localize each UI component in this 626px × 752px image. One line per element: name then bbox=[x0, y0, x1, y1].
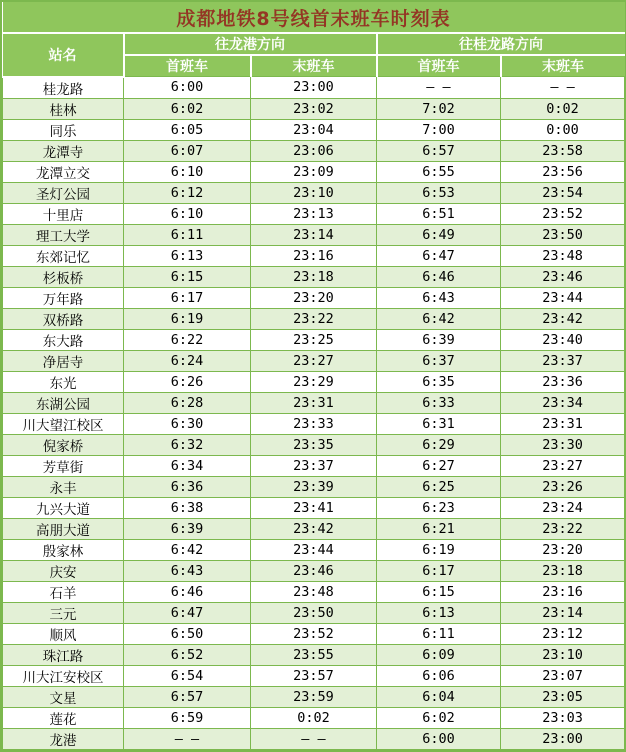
longgang-first-cell: 6:57 bbox=[124, 686, 251, 707]
longgang-last-cell: 23:35 bbox=[251, 434, 377, 455]
longgang-last-cell: 23:46 bbox=[251, 560, 377, 581]
longgang-first-cell: 6:15 bbox=[124, 266, 251, 287]
guilonglu-first-cell: 6:27 bbox=[377, 455, 501, 476]
direction-guilonglu-header: 往桂龙路方向 bbox=[377, 33, 625, 55]
guilonglu-last-cell: 23:48 bbox=[501, 245, 625, 266]
longgang-last-cell: 23:29 bbox=[251, 371, 377, 392]
station-name-cell: 东郊记忆 bbox=[3, 245, 124, 266]
table-row bbox=[3, 308, 625, 329]
guilonglu-last-train-header: 末班车 bbox=[501, 55, 625, 77]
guilonglu-last-cell: 23:50 bbox=[501, 224, 625, 245]
guilonglu-last-cell: 23:30 bbox=[501, 434, 625, 455]
station-name-cell: 东光 bbox=[3, 371, 124, 392]
station-name-cell: 高朋大道 bbox=[3, 518, 124, 539]
longgang-last-cell: 23:16 bbox=[251, 245, 377, 266]
longgang-first-cell: 6:19 bbox=[124, 308, 251, 329]
table-row bbox=[3, 602, 625, 623]
guilonglu-last-cell: 23:27 bbox=[501, 455, 625, 476]
guilonglu-last-cell: 23:46 bbox=[501, 266, 625, 287]
guilonglu-last-cell: 23:16 bbox=[501, 581, 625, 602]
guilonglu-last-cell: 23:34 bbox=[501, 392, 625, 413]
longgang-last-cell: 23:09 bbox=[251, 161, 377, 182]
guilonglu-last-cell: 23:36 bbox=[501, 371, 625, 392]
guilonglu-first-cell: 6:25 bbox=[377, 476, 501, 497]
table-row bbox=[3, 560, 625, 581]
table-row bbox=[3, 98, 625, 119]
longgang-first-cell: 6:07 bbox=[124, 140, 251, 161]
longgang-first-cell: 6:43 bbox=[124, 560, 251, 581]
longgang-last-cell: 23:52 bbox=[251, 623, 377, 644]
guilonglu-last-cell: 23:03 bbox=[501, 707, 625, 728]
longgang-last-cell: 23:59 bbox=[251, 686, 377, 707]
longgang-first-cell: 6:26 bbox=[124, 371, 251, 392]
longgang-first-cell: 6:42 bbox=[124, 539, 251, 560]
guilonglu-last-cell: 23:58 bbox=[501, 140, 625, 161]
longgang-last-cell: 23:06 bbox=[251, 140, 377, 161]
table-row bbox=[3, 707, 625, 728]
guilonglu-first-cell: 6:46 bbox=[377, 266, 501, 287]
station-name-cell: 川大江安校区 bbox=[3, 665, 124, 686]
guilonglu-first-cell: 6:57 bbox=[377, 140, 501, 161]
longgang-first-cell: 6:39 bbox=[124, 518, 251, 539]
longgang-last-cell: 23:55 bbox=[251, 644, 377, 665]
longgang-last-train-header: 末班车 bbox=[251, 55, 377, 77]
longgang-first-cell: 6:47 bbox=[124, 602, 251, 623]
longgang-first-cell: 6:52 bbox=[124, 644, 251, 665]
guilonglu-first-cell: 6:23 bbox=[377, 497, 501, 518]
longgang-last-cell: 23:25 bbox=[251, 329, 377, 350]
guilonglu-first-cell: — — bbox=[377, 77, 501, 99]
longgang-first-cell: — — bbox=[124, 728, 251, 749]
guilonglu-first-train-header: 首班车 bbox=[377, 55, 501, 77]
longgang-first-cell: 6:38 bbox=[124, 497, 251, 518]
table-row bbox=[3, 119, 625, 140]
table-row bbox=[3, 434, 625, 455]
station-name-cell: 杉板桥 bbox=[3, 266, 124, 287]
longgang-first-cell: 6:13 bbox=[124, 245, 251, 266]
longgang-first-cell: 6:24 bbox=[124, 350, 251, 371]
table-row bbox=[3, 455, 625, 476]
guilonglu-first-cell: 6:49 bbox=[377, 224, 501, 245]
station-name-cell: 同乐 bbox=[3, 119, 124, 140]
guilonglu-last-cell: 23:37 bbox=[501, 350, 625, 371]
table-row bbox=[3, 371, 625, 392]
longgang-last-cell: 23:27 bbox=[251, 350, 377, 371]
guilonglu-first-cell: 6:02 bbox=[377, 707, 501, 728]
station-name-cell: 殷家林 bbox=[3, 539, 124, 560]
longgang-last-cell: — — bbox=[251, 728, 377, 749]
longgang-last-cell: 23:48 bbox=[251, 581, 377, 602]
guilonglu-first-cell: 6:21 bbox=[377, 518, 501, 539]
longgang-last-cell: 23:50 bbox=[251, 602, 377, 623]
guilonglu-first-cell: 6:11 bbox=[377, 623, 501, 644]
guilonglu-first-cell: 6:29 bbox=[377, 434, 501, 455]
table-row bbox=[3, 350, 625, 371]
guilonglu-last-cell: 0:02 bbox=[501, 98, 625, 119]
longgang-first-cell: 6:11 bbox=[124, 224, 251, 245]
station-column-header: 站名 bbox=[3, 33, 124, 77]
station-name-cell: 东湖公园 bbox=[3, 392, 124, 413]
table-row bbox=[3, 539, 625, 560]
table-row bbox=[3, 161, 625, 182]
longgang-first-cell: 6:10 bbox=[124, 161, 251, 182]
table-row bbox=[3, 476, 625, 497]
station-name-cell: 桂龙路 bbox=[3, 77, 124, 99]
guilonglu-last-cell: 23:05 bbox=[501, 686, 625, 707]
table-row bbox=[3, 581, 625, 602]
guilonglu-last-cell: 23:56 bbox=[501, 161, 625, 182]
guilonglu-first-cell: 6:37 bbox=[377, 350, 501, 371]
station-name-cell: 珠江路 bbox=[3, 644, 124, 665]
longgang-last-cell: 23:33 bbox=[251, 413, 377, 434]
guilonglu-last-cell: 23:07 bbox=[501, 665, 625, 686]
direction-longgang-header: 往龙港方向 bbox=[124, 33, 377, 55]
table-row bbox=[3, 728, 625, 749]
longgang-last-cell: 23:04 bbox=[251, 119, 377, 140]
longgang-last-cell: 23:39 bbox=[251, 476, 377, 497]
longgang-last-cell: 0:02 bbox=[251, 707, 377, 728]
guilonglu-first-cell: 7:02 bbox=[377, 98, 501, 119]
guilonglu-last-cell: — — bbox=[501, 77, 625, 99]
longgang-first-cell: 6:54 bbox=[124, 665, 251, 686]
guilonglu-first-cell: 6:42 bbox=[377, 308, 501, 329]
station-name-cell: 龙港 bbox=[3, 728, 124, 749]
guilonglu-first-cell: 6:06 bbox=[377, 665, 501, 686]
guilonglu-last-cell: 23:42 bbox=[501, 308, 625, 329]
longgang-last-cell: 23:44 bbox=[251, 539, 377, 560]
table-row bbox=[3, 203, 625, 224]
guilonglu-last-cell: 23:26 bbox=[501, 476, 625, 497]
longgang-first-cell: 6:22 bbox=[124, 329, 251, 350]
longgang-first-cell: 6:02 bbox=[124, 98, 251, 119]
longgang-first-cell: 6:34 bbox=[124, 455, 251, 476]
guilonglu-first-cell: 6:31 bbox=[377, 413, 501, 434]
guilonglu-first-cell: 6:09 bbox=[377, 644, 501, 665]
table-row bbox=[3, 497, 625, 518]
table-row bbox=[3, 644, 625, 665]
direction-header-row bbox=[3, 33, 625, 55]
guilonglu-first-cell: 6:55 bbox=[377, 161, 501, 182]
longgang-last-cell: 23:57 bbox=[251, 665, 377, 686]
longgang-first-cell: 6:32 bbox=[124, 434, 251, 455]
guilonglu-first-cell: 6:19 bbox=[377, 539, 501, 560]
guilonglu-first-cell: 6:04 bbox=[377, 686, 501, 707]
longgang-last-cell: 23:42 bbox=[251, 518, 377, 539]
longgang-first-cell: 6:00 bbox=[124, 77, 251, 99]
station-name-cell: 圣灯公园 bbox=[3, 182, 124, 203]
guilonglu-first-cell: 6:00 bbox=[377, 728, 501, 749]
station-name-cell: 庆安 bbox=[3, 560, 124, 581]
table-row bbox=[3, 329, 625, 350]
guilonglu-last-cell: 23:54 bbox=[501, 182, 625, 203]
station-name-cell: 净居寺 bbox=[3, 350, 124, 371]
station-name-cell: 十里店 bbox=[3, 203, 124, 224]
station-name-cell: 东大路 bbox=[3, 329, 124, 350]
guilonglu-last-cell: 0:00 bbox=[501, 119, 625, 140]
table-row bbox=[3, 686, 625, 707]
station-name-cell: 文星 bbox=[3, 686, 124, 707]
title-row bbox=[3, 2, 625, 33]
station-name-cell: 顺风 bbox=[3, 623, 124, 644]
table-row bbox=[3, 77, 625, 99]
guilonglu-last-cell: 23:22 bbox=[501, 518, 625, 539]
table-row bbox=[3, 518, 625, 539]
guilonglu-first-cell: 6:47 bbox=[377, 245, 501, 266]
longgang-last-cell: 23:20 bbox=[251, 287, 377, 308]
longgang-first-cell: 6:36 bbox=[124, 476, 251, 497]
guilonglu-last-cell: 23:52 bbox=[501, 203, 625, 224]
guilonglu-first-cell: 6:13 bbox=[377, 602, 501, 623]
guilonglu-last-cell: 23:24 bbox=[501, 497, 625, 518]
longgang-first-cell: 6:12 bbox=[124, 182, 251, 203]
station-name-cell: 九兴大道 bbox=[3, 497, 124, 518]
longgang-last-cell: 23:02 bbox=[251, 98, 377, 119]
station-name-cell: 三元 bbox=[3, 602, 124, 623]
guilonglu-first-cell: 6:51 bbox=[377, 203, 501, 224]
station-name-cell: 永丰 bbox=[3, 476, 124, 497]
longgang-first-cell: 6:10 bbox=[124, 203, 251, 224]
station-name-cell: 莲花 bbox=[3, 707, 124, 728]
table-row bbox=[3, 245, 625, 266]
longgang-last-cell: 23:37 bbox=[251, 455, 377, 476]
longgang-last-cell: 23:41 bbox=[251, 497, 377, 518]
station-name-cell: 理工大学 bbox=[3, 224, 124, 245]
timetable-table bbox=[2, 2, 625, 750]
station-name-cell: 万年路 bbox=[3, 287, 124, 308]
station-name-cell: 龙潭寺 bbox=[3, 140, 124, 161]
longgang-last-cell: 23:10 bbox=[251, 182, 377, 203]
guilonglu-first-cell: 6:39 bbox=[377, 329, 501, 350]
station-name-cell: 桂林 bbox=[3, 98, 124, 119]
guilonglu-first-cell: 6:53 bbox=[377, 182, 501, 203]
longgang-last-cell: 23:13 bbox=[251, 203, 377, 224]
longgang-last-cell: 23:18 bbox=[251, 266, 377, 287]
guilonglu-last-cell: 23:00 bbox=[501, 728, 625, 749]
guilonglu-first-cell: 7:00 bbox=[377, 119, 501, 140]
station-name-cell: 川大望江校区 bbox=[3, 413, 124, 434]
table-row bbox=[3, 623, 625, 644]
station-name-cell: 双桥路 bbox=[3, 308, 124, 329]
longgang-last-cell: 23:31 bbox=[251, 392, 377, 413]
guilonglu-first-cell: 6:35 bbox=[377, 371, 501, 392]
table-row bbox=[3, 287, 625, 308]
guilonglu-first-cell: 6:17 bbox=[377, 560, 501, 581]
guilonglu-first-cell: 6:15 bbox=[377, 581, 501, 602]
guilonglu-last-cell: 23:20 bbox=[501, 539, 625, 560]
guilonglu-first-cell: 6:43 bbox=[377, 287, 501, 308]
station-name-cell: 龙潭立交 bbox=[3, 161, 124, 182]
table-row bbox=[3, 182, 625, 203]
table-row bbox=[3, 392, 625, 413]
station-name-cell: 石羊 bbox=[3, 581, 124, 602]
longgang-first-cell: 6:30 bbox=[124, 413, 251, 434]
longgang-first-cell: 6:17 bbox=[124, 287, 251, 308]
table-row bbox=[3, 665, 625, 686]
guilonglu-last-cell: 23:44 bbox=[501, 287, 625, 308]
station-name-cell: 芳草街 bbox=[3, 455, 124, 476]
guilonglu-last-cell: 23:14 bbox=[501, 602, 625, 623]
guilonglu-first-cell: 6:33 bbox=[377, 392, 501, 413]
guilonglu-last-cell: 23:40 bbox=[501, 329, 625, 350]
longgang-first-cell: 6:28 bbox=[124, 392, 251, 413]
guilonglu-last-cell: 23:31 bbox=[501, 413, 625, 434]
longgang-last-cell: 23:14 bbox=[251, 224, 377, 245]
table-row bbox=[3, 224, 625, 245]
longgang-first-cell: 6:59 bbox=[124, 707, 251, 728]
guilonglu-last-cell: 23:12 bbox=[501, 623, 625, 644]
table-row bbox=[3, 413, 625, 434]
table-row bbox=[3, 140, 625, 161]
longgang-first-cell: 6:05 bbox=[124, 119, 251, 140]
longgang-first-cell: 6:50 bbox=[124, 623, 251, 644]
longgang-last-cell: 23:22 bbox=[251, 308, 377, 329]
table-row bbox=[3, 266, 625, 287]
page-title: 成都地铁8号线首末班车时刻表 bbox=[3, 2, 625, 33]
guilonglu-last-cell: 23:10 bbox=[501, 644, 625, 665]
guilonglu-last-cell: 23:18 bbox=[501, 560, 625, 581]
longgang-last-cell: 23:00 bbox=[251, 77, 377, 99]
longgang-first-cell: 6:46 bbox=[124, 581, 251, 602]
station-name-cell: 倪家桥 bbox=[3, 434, 124, 455]
longgang-first-train-header: 首班车 bbox=[124, 55, 251, 77]
